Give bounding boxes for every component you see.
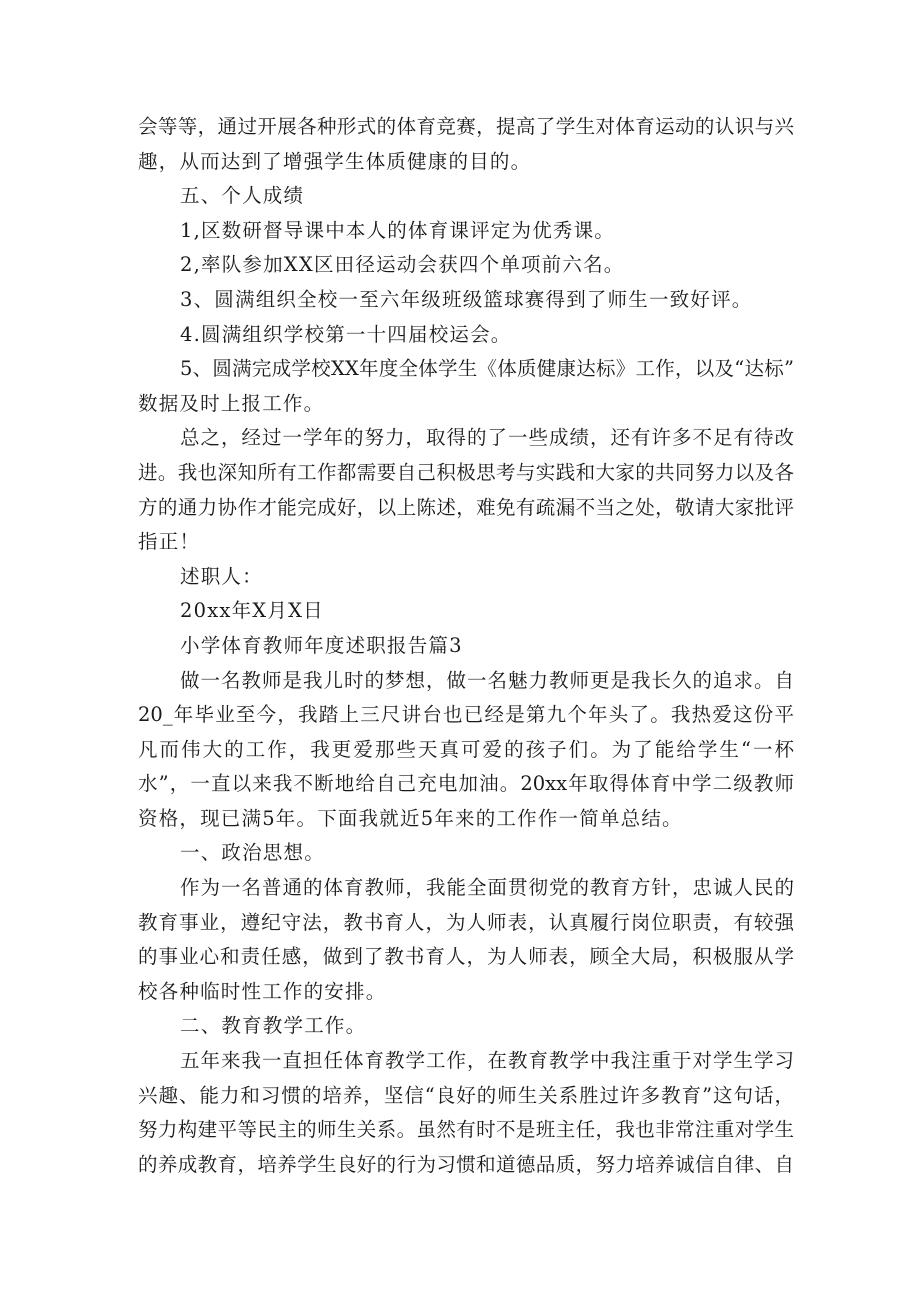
text-line: 20_年毕业至今，我踏上三尺讲台也已经是第九个年头了。我热爱这份平	[138, 703, 794, 727]
text-line: 3、圆满组织全校一至六年级班级篮球赛得到了师生一致好评。	[180, 287, 753, 311]
text-line: 方的通力协作才能完成好，以上陈述，难免有疏漏不当之处，敬请大家批评	[138, 495, 794, 519]
text-line: 教育事业，遵纪守法，教书育人，为人师表，认真履行岗位职责，有较强	[138, 910, 794, 934]
text-line: 进。我也深知所有工作都需要自己积极思考与实践和大家的共同努力以及各	[138, 460, 794, 484]
text-line: 二、教育教学工作。	[180, 1014, 367, 1038]
text-line: 趣，从而达到了增强学生体质健康的目的。	[138, 149, 532, 173]
text-line: 4.圆满组织学校第一十四届校运会。	[180, 322, 512, 346]
text-line: 校各种临时性工作的安排。	[138, 979, 387, 1003]
text-line: 述职人：	[180, 564, 263, 588]
text-line: 会等等，通过开展各种形式的体育竞赛，提高了学生对体育运动的认识与兴	[138, 115, 794, 138]
text-line: 的事业心和责任感，做到了教书育人，为人师表，顾全大局，积极服从学	[138, 945, 794, 969]
text-line: 资格，现已满5年。下面我就近5年来的工作作一简单总结。	[138, 806, 683, 830]
text-line: 20xx年X月X日	[180, 599, 324, 623]
text-line: 的养成教育，培养学生良好的行为习惯和道德品质，努力培养诚信自律、自	[138, 1152, 794, 1176]
text-line: 五、个人成绩	[180, 184, 305, 208]
text-line: 小学体育教师年度述职报告篇3	[180, 633, 463, 657]
text-line: 做一名教师是我儿时的梦想，做一名魅力教师更是我长久的追求。自	[180, 668, 794, 692]
text-line: 总之，经过一学年的努力，取得的了一些成绩，还有许多不足有待改	[180, 426, 794, 450]
text-line: 1,区数研督导课中本人的体育课评定为优秀课。	[180, 218, 616, 242]
text-line: 2,率队参加XX区田径运动会获四个单项前六名。	[180, 253, 625, 277]
text-line: 指正！	[138, 530, 201, 554]
text-line: 水”，一直以来我不断地给自己充电加油。20xx年取得体育中学二级教师	[138, 772, 794, 796]
text-line: 努力构建平等民主的师生关系。虽然有时不是班主任，我也非常注重对学生	[138, 1118, 794, 1142]
text-line: 5、圆满完成学校XX年度全体学生《体质健康达标》工作，以及“达标”	[180, 357, 794, 381]
text-line: 一、政治思想。	[180, 841, 325, 865]
text-line: 凡而伟大的工作，我更爱那些天真可爱的孩子们。为了能给学生“一杯	[138, 737, 794, 761]
text-line: 兴趣、能力和习惯的培养，坚信“良好的师生关系胜过许多教育”这句话，	[138, 1083, 794, 1107]
text-line: 五年来我一直担任体育教学工作，在教育教学中我注重于对学生学习	[180, 1049, 794, 1073]
document-body	[138, 110, 794, 1182]
text-line: 作为一名普通的体育教师，我能全面贯彻党的教育方针，忠诚人民的	[180, 876, 794, 900]
text-line: 数据及时上报工作。	[138, 391, 325, 415]
